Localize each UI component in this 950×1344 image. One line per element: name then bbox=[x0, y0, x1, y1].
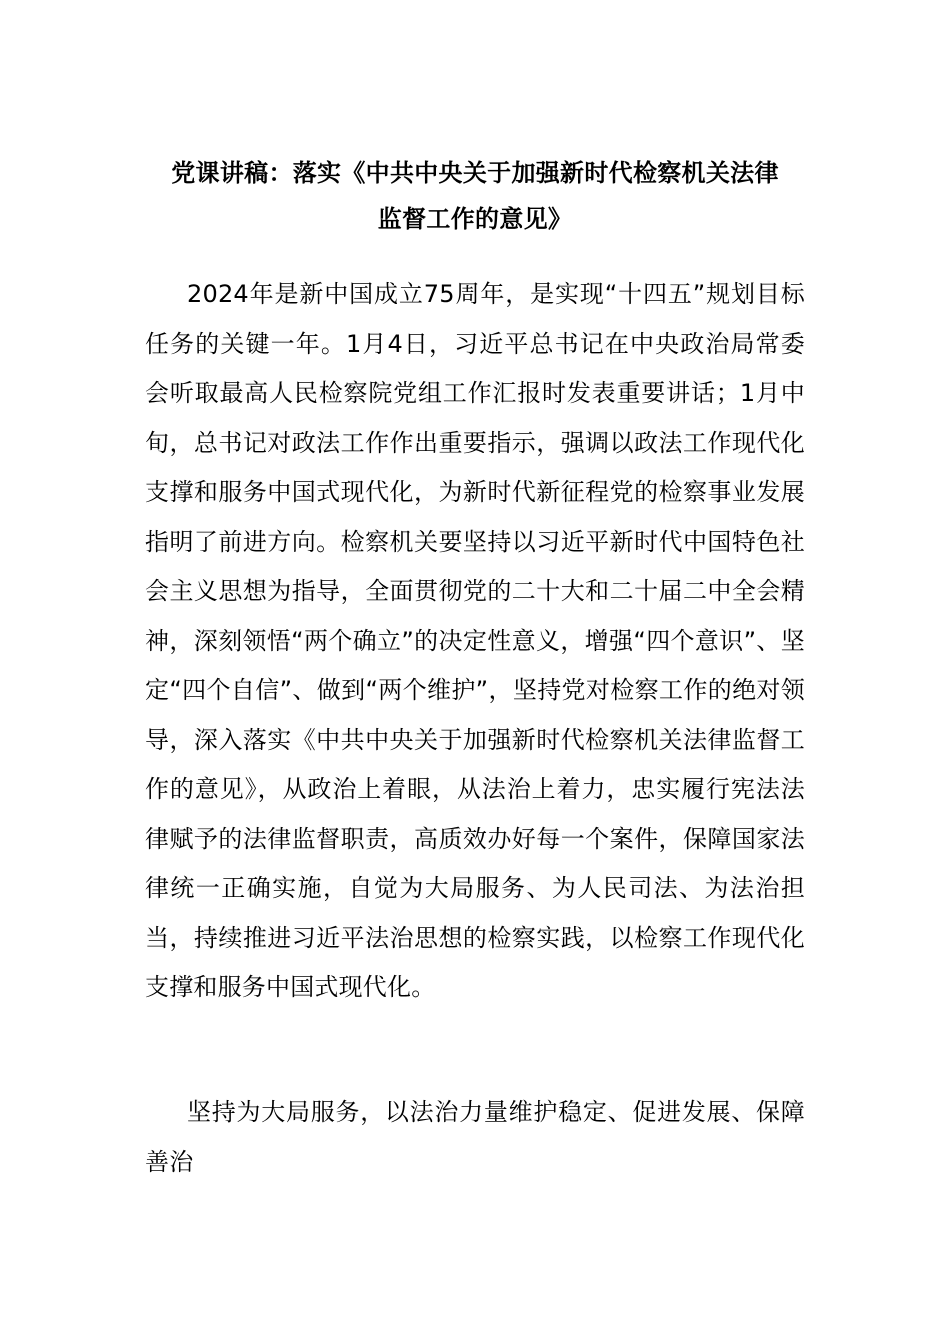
document-title bbox=[145, 150, 805, 242]
title-line-1: 党课讲稿：落实《中共中央关于加强新时代检察机关法律 bbox=[171, 159, 779, 187]
title-line-2: 监督工作的意见》 bbox=[377, 205, 573, 233]
body-paragraph-section-heading: 坚持为大局服务，以法治力量维护稳定、促进发展、保障善治 bbox=[145, 1098, 805, 1176]
body-paragraph-intro: 2024年是新中国成立75周年，是实现“十四五”规划目标任务的关键一年。1月4日，习近平总书记在中央政治局常委会听取最高人民检察院党组工作汇报时发表重要讲话；1月中旬，总书记对政法工作作出重要指示，强调以政法工作现代化支撑和服务中国式现代化，为新时代新征程党的检察事业发展指明了前进方向。检察机关要坚持以习近平新时代中国特色社会主义思想为指导，全面贯彻党的二十大和二十届二中全会精神，深刻领悟“两个确立”的决定性意义，增强“四个意识”、坚定“四个自信”、做到“两个维护”，坚持党对检察工作的绝对领导，深入落实《中共中央关于加强新时代检察机关法律监督工作的意见》，从政治上着眼，从法治上着力，忠实履行宪法法律赋予的法律监督职责，高质效办好每一个案件，保障国家法律统一正确实施，自觉为大局服务、为人民司法、为法治担当，持续推进习近平法治思想的检察实践，以检察工作现代化支撑和服务中国式现代化。 bbox=[145, 280, 805, 1001]
